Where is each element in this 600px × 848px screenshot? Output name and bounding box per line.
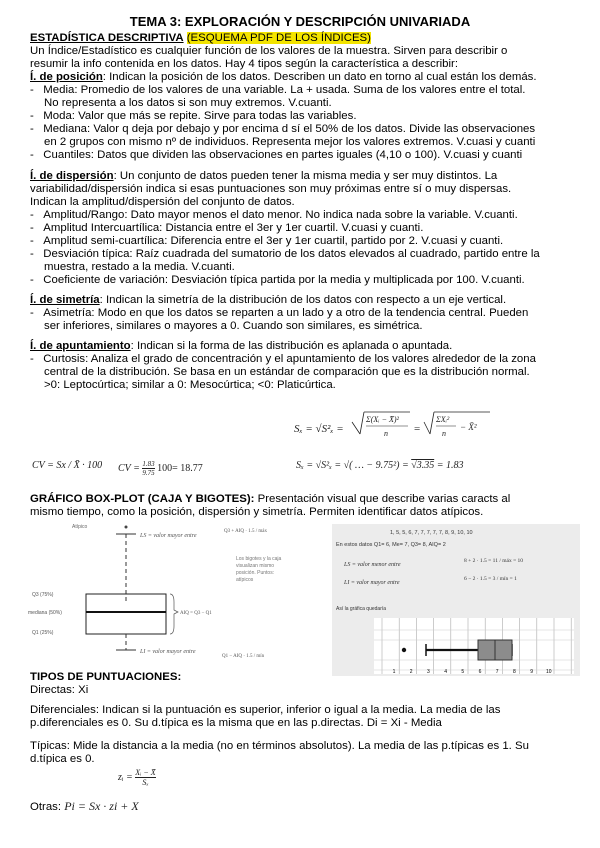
list-item: No representa a los datos si son muy extremos. V.cuanti. [44, 97, 332, 109]
sample-quartiles: En estos datos Q1= 6, Me= 7, Q3= 8, AIQ= 2 [336, 542, 446, 548]
svg-text:n: n [384, 429, 388, 438]
ls-label: LS = valor mayor entre [140, 533, 197, 539]
tipicas-line-1: Típicas: Mide la distancia a la media (no en términos absolutos). La media de las p.típicas es 1. Su [30, 740, 529, 752]
list-item: ser inferiores, similares o mayores a 0. Cuando son similares, es simétrica. [44, 320, 423, 332]
list-item: central de la distribución. Se basa en un estándar de comparación que es la distribución normal. [44, 366, 530, 378]
iqr-label: AIQ = Q3 − Q1 [180, 611, 212, 616]
axis-tick-label: 3 [427, 669, 430, 675]
list-item: - Curtosis: Analiza el grado de concentración y el apuntamiento de los valores alrededor de la zona [30, 353, 536, 365]
axis-tick-label: 2 [409, 669, 413, 675]
list-item: - Moda: Valor que más se repite. Sirve para todas las variables. [30, 110, 357, 122]
otras-line [30, 800, 139, 814]
posicion-label: Í. de posición [30, 71, 103, 83]
list-item: - Amplitud Intercuartílica: Distancia entre el 3er y 1er cuartil. V.cuasi y cuanti. [30, 222, 424, 234]
boxplot-heading: GRÁFICO BOX-PLOT (CAJA Y BIGOTES): [30, 493, 255, 505]
otras-formula: Pi = Sx · zi + X [64, 799, 139, 813]
list-item: - Desviación típica: Raíz cuadrada del sumatorio de los datos elevados al cuadrado, partido entre la [30, 248, 540, 260]
posicion-text: : Indican la posición de los datos. Describen un dato en torno al cual están los demás. [102, 71, 537, 83]
apuntamiento-line: Í. de apuntamiento: Indican si la forma de las distribución es aplanada o apuntada. [30, 340, 453, 352]
list-item: - Coeficiente de variación: Desviación típica partida por la media y multiplicada por 100. V.cuanti. [30, 274, 525, 286]
axis-tick-label: 8 [513, 669, 516, 675]
boxplot-note: Los bigotes y la caja visualizan mismo posición. Puntos: atípicos [236, 556, 282, 583]
ls-condition: Q3 + AIQ · 1.5 / máx [224, 529, 267, 534]
li-label: LI = valor mayor entre [140, 649, 196, 655]
apuntamiento-label: Í. de apuntamiento [30, 340, 131, 352]
sample-panel [332, 524, 580, 676]
sample-ls: LS = valor menor entre [344, 562, 401, 568]
axis-tick-label: 5 [461, 669, 465, 675]
dispersion-label: Í. de dispersión [30, 170, 114, 182]
z-formula: zᵢ = $\frac{\text{Xᵢ − X̄}}{\text{Sₓ}}$ [118, 768, 156, 787]
svg-text:− X̄²: − X̄² [460, 422, 477, 432]
cv-example: CV = $\frac{1.83}{9.75}$ 100= 18.77 [118, 460, 203, 477]
boxplot-line-2: mismo tiempo, como la posición, dispersión y simetría. Permiten identificar datos atípicos. [30, 506, 484, 518]
axis-tick-label: 9 [530, 669, 533, 675]
sample-caption: Así la gráfica quedaría [336, 606, 387, 612]
svg-text:Atípico: Atípico [72, 524, 88, 530]
axis-tick-label: 7 [495, 669, 499, 675]
q3-label: Q3 (75%) [32, 592, 54, 598]
outlier-point [402, 648, 406, 652]
list-item: - Amplitud semi-cuartílica: Diferencia entre el 3er y 1er cuartil, partido por 2. V.cuasi y cuanti. [30, 235, 504, 247]
svg-text:n: n [442, 429, 446, 438]
page-title: TEMA 3: EXPLORACIÓN Y DESCRIPCIÓN UNIVARIADA [129, 14, 471, 29]
axis-tick-label: 6 [478, 669, 482, 675]
sample-data: 1, 5, 5, 6, 7, 7, 7, 7, 7, 8, 9, 10, 10 [390, 530, 473, 536]
list-item: - Media: Promedio de los valores de una variable. La + usada. Suma de los valores entre el total. [30, 84, 526, 96]
boxplot-diagram [28, 522, 298, 662]
dispersion-line-3: Indican la amplitud/dispersión del conjunto de datos. [30, 196, 295, 208]
std-dev-formula [290, 408, 500, 444]
axis-tick-label: 10 [546, 669, 552, 675]
posicion-line [30, 71, 537, 84]
intro-line-1: Un Índice/Estadístico es cualquier función de los valores de la muestra. Sirven para describir o [30, 45, 508, 57]
highlight-note: (ESQUEMA PDF DE LOS ÍNDICES) [186, 32, 371, 44]
q1-label: Q1 (25%) [32, 630, 54, 636]
diferenciales-line-2: p.diferenciales es 0. Su d.típica es la misma que en las p.directas. Di = Xi - Media [30, 717, 442, 729]
list-item: - Cuantiles: Datos que dividen las observaciones en partes iguales (4,10 o 100). V.cuasi y cuanti [30, 149, 523, 161]
intro-line-2: resumir la info contenida en los datos. Hay 4 tipos según la característica a describir: [30, 58, 458, 70]
svg-text:Σ(Xᵢ − X̄)²: Σ(Xᵢ − X̄)² [366, 415, 399, 424]
directas-line: Directas: Xi [30, 684, 89, 696]
axis-tick-label: 4 [444, 669, 447, 675]
sample-boxplot [332, 524, 580, 676]
axis-tick-label: 1 [392, 669, 396, 675]
list-item: - Asimetría: Modo en que los datos se reparten a un lado y a otro de la tendencia central. Pueden [30, 307, 529, 319]
puntuaciones-heading: TIPOS DE PUNTUACIONES: [30, 671, 182, 683]
section-heading [30, 32, 371, 45]
otras-label: Otras: [30, 801, 62, 813]
list-item: en 2 grupos con mismo nº de individuos. Representa mejor los valores extremos. V.cuasi y cuanti [44, 136, 536, 148]
list-item: - Amplitud/Rango: Dato mayor menos el dato menor. No indica nada sobre la variable. V.cuanti. [30, 209, 518, 221]
cv-definition: CV = Sx / X̄ · 100 [32, 460, 103, 471]
li-condition: Q1 − AIQ · 1.5 / mín [222, 654, 265, 659]
cv-formula [32, 460, 102, 471]
diferenciales-line-1: Diferenciales: Indican si la puntuación es superior, inferior o igual a la media. La media de las [30, 704, 501, 716]
list-item: >0: Leptocúrtica; similar a 0: Mesocúrtica; <0: Platicúrtica. [44, 379, 336, 391]
sample-li: LI = valor mayor entre [344, 580, 400, 586]
sx-example: Sₓ = √S²ₓ = √( … − 9.75²) = √3.35 = 1.83 [296, 460, 464, 471]
sample-li-cond: 6 − 2 · 1.5 = 3 / mín = 1 [464, 576, 517, 582]
svg-text:Sₓ = √S²ₓ =: Sₓ = √S²ₓ = [294, 423, 344, 435]
dispersion-line-2: variabilidad/dispersión indica si esas puntuaciones son muy próximas entre sí o muy dispersas. [30, 183, 512, 195]
dispersion-line: Í. de dispersión: Un conjunto de datos pueden tener la misma media y ser muy distintos. La [30, 170, 498, 182]
median-label: mediana (50%) [28, 610, 62, 616]
list-item: muestra, restado a la media. V.cuanti. [44, 261, 235, 273]
simetria-label: Í. de simetría [30, 294, 100, 306]
tipicas-line-2: d.típica es 0. [30, 753, 95, 765]
sample-ls-cond: 8 + 2 · 1.5 = 11 / máx = 10 [464, 558, 524, 564]
boxplot-line: GRÁFICO BOX-PLOT (CAJA Y BIGOTES): Presentación visual que describe varias caracts al [30, 493, 511, 505]
simetria-line: Í. de simetría: Indican la simetría de la distribución de los datos con respecto a un eje vertical. [30, 294, 507, 306]
cv-result: 100= 18.77 [157, 462, 203, 474]
descriptiva-heading: ESTADÍSTICA DESCRIPTIVA [30, 32, 184, 44]
svg-text:ΣXᵢ²: ΣXᵢ² [436, 415, 450, 424]
list-item: - Mediana: Valor q deja por debajo y por encima d sí el 50% de los datos. Divide las observaciones [30, 123, 536, 135]
svg-text:=: = [414, 423, 421, 435]
